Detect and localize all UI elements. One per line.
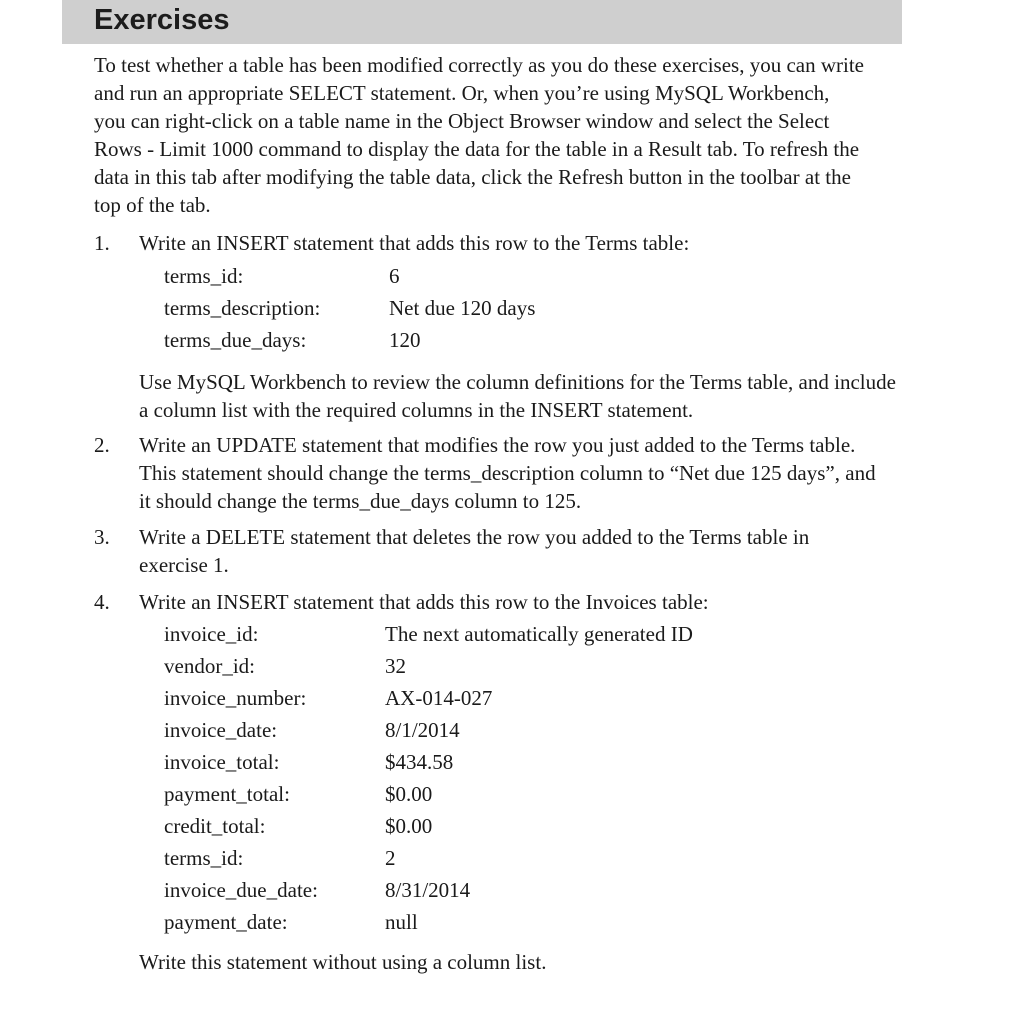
field-name: credit_total: bbox=[164, 813, 266, 838]
field-name: payment_total: bbox=[164, 781, 290, 806]
field-name: invoice_number: bbox=[164, 685, 307, 710]
field-value: 2 bbox=[385, 845, 396, 870]
exercise-text: Write a DELETE statement that deletes the row you added to the Terms table in exercise 1. bbox=[139, 525, 810, 577]
field-value: Net due 120 days bbox=[389, 295, 536, 320]
exercise-1-note: Use MySQL Workbench to review the column definitions for the Terms table, and include a column list with the required columns in the INSERT statement. bbox=[139, 370, 896, 422]
field-value: 6 bbox=[389, 263, 400, 288]
field-value: 8/31/2014 bbox=[385, 877, 471, 902]
field-row bbox=[164, 874, 693, 906]
exercise-text: Write an UPDATE statement that modifies the row you just added to the Terms table. This statement should change the terms_description column to “Net due 125 days”, and it should change the terms_due_days column to 125. bbox=[139, 433, 876, 513]
field-value: null bbox=[385, 909, 418, 934]
field-row bbox=[164, 650, 693, 682]
field-name: invoice_due_date: bbox=[164, 877, 318, 902]
field-row bbox=[164, 842, 693, 874]
field-row bbox=[164, 714, 693, 746]
field-name: payment_date: bbox=[164, 909, 288, 934]
exercise-text: Write an INSERT statement that adds this row to the Invoices table: bbox=[139, 590, 709, 614]
exercise-number: 2. bbox=[94, 433, 110, 457]
exercise-4-note: Write this statement without using a column list. bbox=[139, 950, 547, 974]
exercise-number: 1. bbox=[94, 231, 110, 255]
field-value: $434.58 bbox=[385, 749, 454, 774]
field-row bbox=[164, 778, 693, 810]
field-row bbox=[164, 260, 535, 292]
invoices-field-table bbox=[164, 618, 693, 938]
field-value: 32 bbox=[385, 653, 406, 678]
exercise-text: Write an INSERT statement that adds this row to the Terms table: bbox=[139, 231, 690, 255]
field-row bbox=[164, 618, 693, 650]
field-row bbox=[164, 810, 693, 842]
field-name: terms_id: bbox=[164, 845, 244, 870]
field-name: invoice_total: bbox=[164, 749, 280, 774]
section-title: Exercises bbox=[94, 4, 230, 36]
exercise-number: 3. bbox=[94, 525, 110, 549]
field-row bbox=[164, 682, 693, 714]
field-name: vendor_id: bbox=[164, 653, 255, 678]
section-header bbox=[62, 0, 902, 44]
intro-paragraph: To test whether a table has been modified correctly as you do these exercises, you can write and run an appropriate SELECT statement. Or, when you’re using MySQL Workbench, you can right-click on a table name in the Object Browser window and select the Select Rows - Limit 1000 command to display the data for the table in a Result tab. To refresh the data in this tab after modifying the table data, click the Refresh button in the toolbar at the top of the tab. bbox=[94, 53, 864, 217]
exercise-number: 4. bbox=[94, 590, 110, 614]
field-name: terms_due_days: bbox=[164, 327, 307, 352]
field-row bbox=[164, 324, 535, 356]
field-name: invoice_id: bbox=[164, 621, 259, 646]
field-value: 120 bbox=[389, 327, 421, 352]
field-name: invoice_date: bbox=[164, 717, 278, 742]
field-name: terms_description: bbox=[164, 295, 321, 320]
field-value: AX-014-027 bbox=[385, 685, 493, 710]
field-value: $0.00 bbox=[385, 813, 433, 838]
field-row bbox=[164, 746, 693, 778]
field-name: terms_id: bbox=[164, 263, 244, 288]
field-value: 8/1/2014 bbox=[385, 717, 460, 742]
field-value: The next automatically generated ID bbox=[385, 621, 693, 646]
field-row bbox=[164, 292, 535, 324]
field-row bbox=[164, 906, 693, 938]
field-value: $0.00 bbox=[385, 781, 433, 806]
terms-field-table bbox=[164, 260, 535, 356]
